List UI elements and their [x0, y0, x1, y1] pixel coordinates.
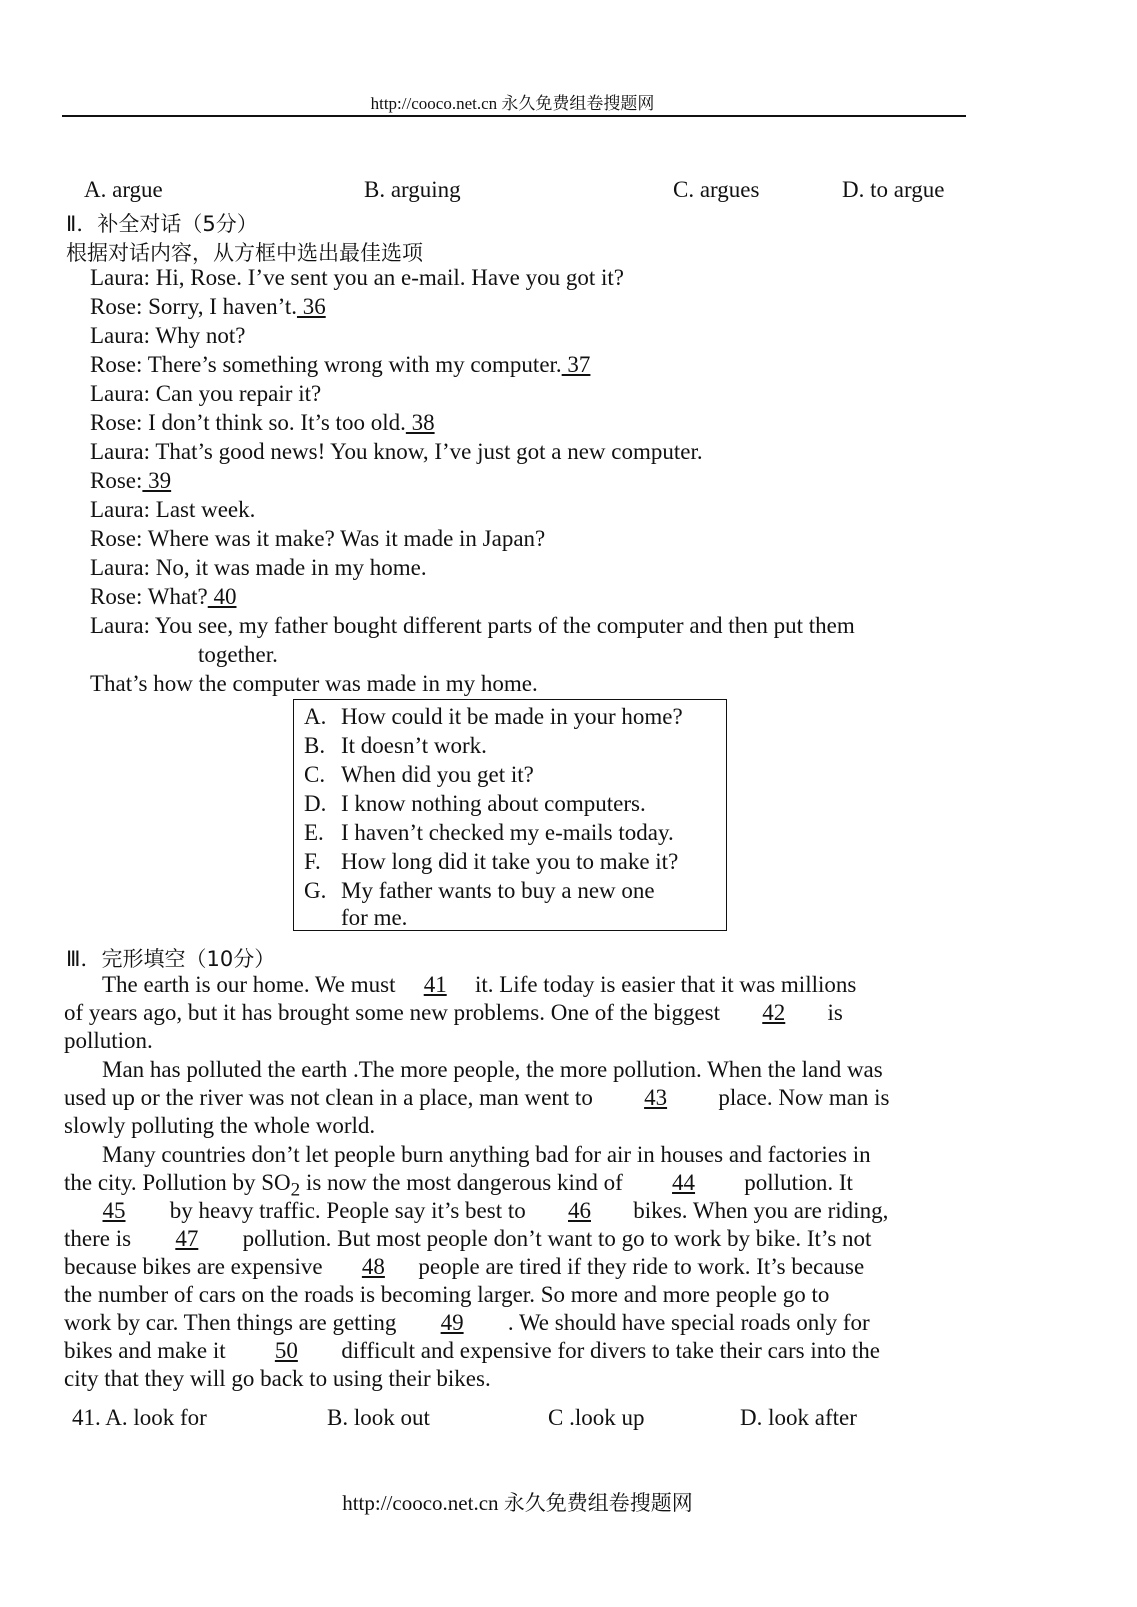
- dialogue-closing: That’s how the computer was made in my home.: [90, 671, 538, 696]
- speaker: Laura:: [90, 613, 151, 638]
- passage-text: pollution. But most people don’t want to go to work by bike. It’s not: [236, 1226, 872, 1251]
- blank-45: 45: [102, 1198, 126, 1223]
- dialogue-text: Can you repair it?: [155, 381, 322, 406]
- choice-letter: D.: [304, 791, 327, 816]
- dialogue-line: [90, 555, 427, 581]
- blank-38: 38: [405, 410, 435, 435]
- blank-36: 36: [296, 294, 326, 319]
- dialogue-text: Hi, Rose. I’ve sent you an e-mail. Have you got it?: [155, 265, 624, 290]
- passage-line: [64, 1170, 853, 1202]
- dialogue-text: You see, my father bought different parts of the computer and then put them: [154, 613, 855, 638]
- speaker: Rose:: [90, 410, 143, 435]
- blank-50: 50: [274, 1338, 298, 1363]
- dialogue-line: [90, 381, 321, 407]
- passage-line: slowly polluting the whole world.: [64, 1113, 376, 1138]
- dialogue-line: [90, 439, 703, 465]
- dialogue-line: [90, 468, 171, 494]
- passage-line: pollution.: [64, 1028, 153, 1053]
- speaker: Laura:: [90, 439, 151, 464]
- passage-text: it. Life today is easier that it was millions: [469, 972, 857, 997]
- speaker: Rose:: [90, 294, 143, 319]
- passage-text: place. Now man is: [712, 1085, 890, 1110]
- dialogue-text: Where was it make? Was it made in Japan?: [147, 526, 546, 551]
- choice-text: How could it be made in your home?: [341, 704, 683, 729]
- passage-line: [64, 1226, 871, 1252]
- choice-letter: F.: [304, 849, 321, 874]
- choice-text: How long did it take you to make it?: [341, 849, 679, 874]
- passage-text: bikes. When you are riding,: [627, 1198, 889, 1223]
- speaker: Laura:: [90, 323, 151, 348]
- blank-47: 47: [175, 1226, 199, 1251]
- passage-line: [64, 1000, 843, 1026]
- passage-text: there is: [64, 1226, 137, 1251]
- dialogue-line: [90, 613, 855, 639]
- speaker: Laura:: [90, 381, 151, 406]
- passage-line: Many countries don’t let people burn anything bad for air in houses and factories in: [102, 1142, 871, 1167]
- speaker: Laura:: [90, 555, 151, 580]
- passage-text: . We should have special roads only for: [502, 1310, 870, 1335]
- passage-line: the number of cars on the roads is becoming larger. So more and more people go to: [64, 1282, 830, 1307]
- q41-option-b: B. look out: [327, 1405, 430, 1430]
- dialogue-line: [90, 265, 624, 291]
- speaker: Rose:: [90, 584, 143, 609]
- q35-option-c: C. argues: [673, 177, 760, 202]
- dialogue-line: [90, 323, 245, 349]
- q41-option-a: 41. A. look for: [72, 1405, 207, 1430]
- blank-39: 39: [142, 468, 172, 493]
- dialogue-text: Sorry, I haven’t.: [148, 294, 297, 319]
- passage-text: is: [821, 1000, 843, 1025]
- blank-37: 37: [561, 352, 591, 377]
- dialogue-text: There’s something wrong with my computer.: [147, 352, 562, 377]
- choice-text: I haven’t checked my e-mails today.: [341, 820, 674, 845]
- page-footer-url: http://cooco.net.cn 永久免费组卷搜题网: [342, 1491, 693, 1515]
- choice-letter: C.: [304, 762, 326, 787]
- passage-line: [64, 1254, 864, 1280]
- passage-line: [64, 1338, 880, 1364]
- q41-option-c: C .look up: [548, 1405, 645, 1430]
- q35-option-b: B. arguing: [364, 177, 461, 202]
- choice-letter: E.: [304, 820, 324, 845]
- blank-49: 49: [440, 1310, 464, 1335]
- subscript-2: 2: [290, 1179, 301, 1201]
- choice-text: My father wants to buy a new one: [341, 878, 655, 903]
- choice-letter: B.: [304, 733, 326, 758]
- blank-43: 43: [644, 1085, 668, 1110]
- speaker: Rose:: [90, 526, 143, 551]
- passage-text: The earth is our home. We must: [102, 972, 402, 997]
- page-header-url: http://cooco.net.cn 永久免费组卷搜题网: [370, 94, 655, 113]
- choice-text: When did you get it?: [341, 762, 534, 787]
- blank-40: 40: [207, 584, 237, 609]
- blank-46: 46: [568, 1198, 591, 1223]
- section2-instruction: 根据对话内容，从方框中选出最佳选项: [66, 241, 423, 265]
- dialogue-line: [90, 352, 590, 378]
- choice-text: for me.: [341, 905, 408, 930]
- passage-line: Man has polluted the earth .The more people, the more pollution. When the land was: [102, 1057, 883, 1082]
- passage-text: work by car. Then things are getting: [64, 1310, 403, 1335]
- dialogue-continuation: together.: [198, 642, 278, 667]
- choice-letter: A.: [304, 704, 327, 729]
- blank-44: 44: [672, 1170, 696, 1195]
- choice-text: I know nothing about computers.: [341, 791, 646, 816]
- header-rule: [62, 115, 966, 117]
- passage-text: difficult and expensive for divers to take their cars into the: [341, 1338, 880, 1363]
- choice-letter: G.: [304, 878, 327, 903]
- speaker: Laura:: [90, 265, 151, 290]
- dialogue-line: [90, 294, 326, 320]
- dialogue-line: [90, 497, 255, 523]
- passage-line: [102, 972, 856, 998]
- dialogue-text: Last week.: [155, 497, 256, 522]
- dialogue-line: [90, 584, 237, 610]
- passage-text: because bikes are expensive: [64, 1254, 329, 1279]
- speaker: Laura:: [90, 497, 151, 522]
- speaker: Rose:: [90, 352, 143, 377]
- passage-text: the city. Pollution by SO: [64, 1170, 291, 1195]
- passage-text: used up or the river was not clean in a place, man went to: [64, 1085, 599, 1110]
- speaker: Rose:: [90, 468, 143, 493]
- passage-text: pollution. It: [738, 1170, 853, 1195]
- passage-text: bikes and make it: [64, 1338, 232, 1363]
- passage-line: city that they will go back to using their bikes.: [64, 1366, 491, 1391]
- choice-text: It doesn’t work.: [341, 733, 487, 758]
- blank-48: 48: [361, 1254, 385, 1279]
- section3-title: Ⅲ．完形填空（10分）: [66, 947, 276, 971]
- dialogue-line: [90, 410, 435, 436]
- passage-line: [64, 1198, 888, 1224]
- blank-41: 41: [423, 972, 447, 997]
- passage-line: [64, 1310, 870, 1336]
- passage-text: people are tired if they ride to work. It’s because: [418, 1254, 865, 1279]
- dialogue-text: No, it was made in my home.: [155, 555, 427, 580]
- section2-title: Ⅱ．补全对话（5分）: [66, 212, 258, 236]
- dialogue-text: That’s good news! You know, I’ve just got a new computer.: [155, 439, 703, 464]
- q41-option-d: D. look after: [740, 1405, 857, 1430]
- dialogue-text: Why not?: [155, 323, 246, 348]
- passage-text: of years ago, but it has brought some new problems. One of the biggest: [64, 1000, 726, 1025]
- dialogue-text: What?: [147, 584, 208, 609]
- choice-box: [293, 699, 727, 931]
- blank-42: 42: [762, 1000, 786, 1025]
- dialogue-line: [90, 526, 545, 552]
- passage-line: [64, 1085, 890, 1111]
- passage-text: by heavy traffic. People say it’s best to: [164, 1198, 532, 1223]
- q35-option-a: A. argue: [84, 177, 163, 202]
- passage-text: is now the most dangerous kind of: [300, 1170, 629, 1195]
- q35-option-d: D. to argue: [842, 177, 945, 202]
- dialogue-text: I don’t think so. It’s too old.: [148, 410, 406, 435]
